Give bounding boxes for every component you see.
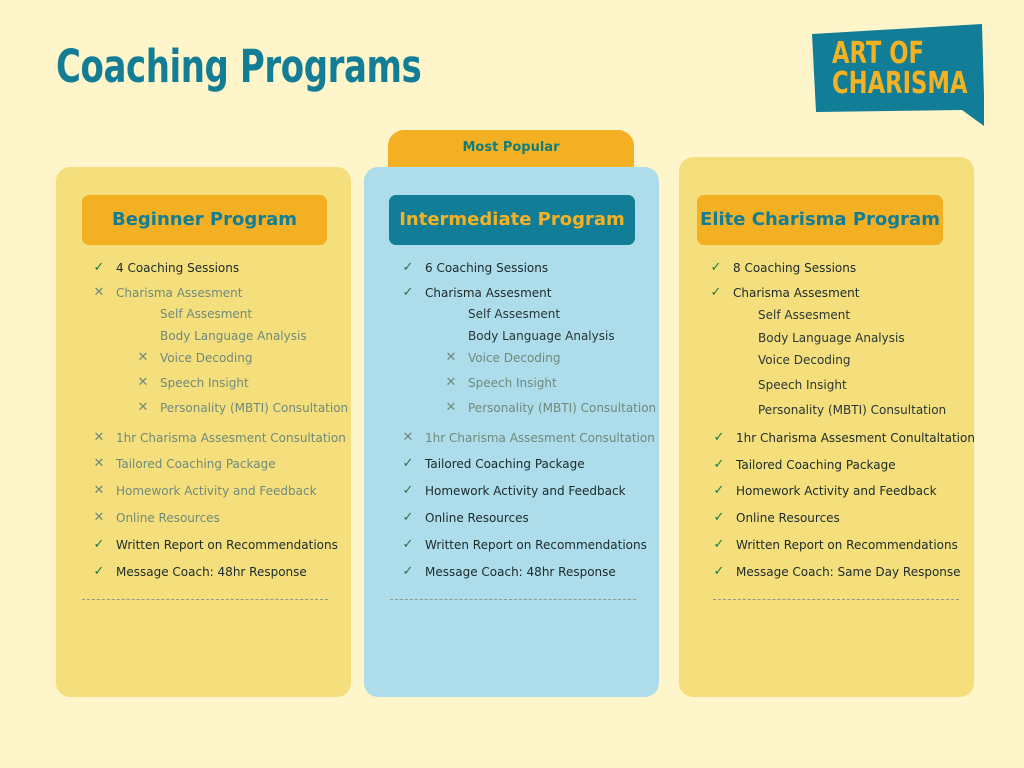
feature-label: Tailored Coaching Package — [116, 457, 276, 471]
check-icon: ✓ — [713, 483, 725, 498]
feature-label: Online Resources — [736, 511, 840, 525]
card-divider — [82, 599, 328, 600]
feature-label: Body Language Analysis — [758, 331, 905, 345]
cross-icon: ✕ — [445, 375, 457, 390]
feature-label: Homework Activity and Feedback — [116, 484, 317, 498]
cross-icon: ✕ — [402, 430, 414, 445]
check-icon: ✓ — [710, 260, 722, 275]
cross-icon: ✕ — [137, 400, 149, 415]
page-title: Coaching Programs — [56, 40, 422, 93]
program-title: Elite Charisma Program — [697, 195, 943, 245]
feature-item — [402, 260, 549, 275]
feature-item — [93, 456, 276, 471]
feature-list — [56, 167, 351, 697]
check-icon: ✓ — [93, 537, 105, 552]
feature-item — [713, 537, 958, 552]
feature-item — [402, 537, 647, 552]
check-icon: ✓ — [713, 537, 725, 552]
feature-item — [402, 285, 552, 300]
feature-item — [758, 378, 847, 392]
feature-item — [713, 483, 937, 498]
program-card-beginner — [56, 167, 351, 697]
feature-item — [137, 350, 253, 365]
check-icon: ✓ — [713, 510, 725, 525]
feature-item — [468, 307, 560, 321]
feature-item — [160, 329, 307, 343]
cross-icon: ✕ — [93, 456, 105, 471]
feature-label: 1hr Charisma Assesment Conultaltation — [736, 431, 975, 445]
feature-item — [93, 564, 307, 579]
feature-label: Personality (MBTI) Consultation — [758, 403, 947, 417]
feature-item — [758, 308, 850, 322]
feature-label: 8 Coaching Sessions — [733, 261, 857, 275]
feature-label: Charisma Assesment — [116, 286, 243, 300]
program-title: Intermediate Program — [389, 195, 635, 245]
feature-item — [137, 375, 249, 390]
feature-item — [713, 564, 961, 579]
feature-label: Self Assesment — [758, 308, 851, 322]
feature-label: Homework Activity and Feedback — [425, 484, 626, 498]
feature-item — [93, 285, 243, 300]
cross-icon: ✕ — [445, 350, 457, 365]
feature-item — [758, 353, 850, 367]
feature-item — [710, 285, 860, 300]
cross-icon: ✕ — [137, 350, 149, 365]
logo-text — [832, 36, 968, 101]
check-icon: ✓ — [402, 285, 414, 300]
feature-label: Message Coach: 48hr Response — [116, 565, 307, 579]
feature-label: Message Coach: 48hr Response — [425, 565, 616, 579]
feature-label: Speech Insight — [758, 378, 847, 392]
feature-item — [402, 510, 529, 525]
check-icon: ✓ — [710, 285, 722, 300]
feature-label: Speech Insight — [468, 376, 557, 390]
feature-label: Online Resources — [425, 511, 529, 525]
feature-item — [93, 510, 220, 525]
card-divider — [713, 599, 959, 600]
cross-icon: ✕ — [93, 285, 105, 300]
feature-item — [713, 457, 896, 472]
check-icon: ✓ — [402, 564, 414, 579]
feature-item — [93, 537, 338, 552]
logo-line-1: ART OF — [832, 36, 924, 71]
check-icon: ✓ — [93, 260, 105, 275]
check-icon: ✓ — [402, 260, 414, 275]
feature-label: Charisma Assesment — [733, 286, 860, 300]
feature-item — [93, 260, 240, 275]
feature-item — [758, 403, 946, 417]
feature-item — [710, 260, 857, 275]
feature-item — [445, 400, 657, 415]
feature-item — [402, 564, 616, 579]
feature-item — [402, 430, 655, 445]
feature-label: Self Assesment — [468, 307, 561, 321]
feature-label: Self Assesment — [160, 307, 253, 321]
check-icon: ✓ — [402, 483, 414, 498]
feature-label: 1hr Charisma Assesment Consultation — [425, 431, 655, 445]
check-icon: ✓ — [402, 537, 414, 552]
feature-label: Tailored Coaching Package — [425, 457, 585, 471]
feature-item — [758, 331, 905, 345]
feature-label: Written Report on Recommendations — [736, 538, 958, 552]
feature-label: Body Language Analysis — [160, 329, 307, 343]
feature-item — [160, 307, 252, 321]
art-of-charisma-logo — [812, 24, 992, 128]
program-card-elite — [679, 157, 974, 697]
feature-label: Voice Decoding — [468, 351, 561, 365]
feature-label: Written Report on Recommendations — [116, 538, 338, 552]
feature-item — [713, 430, 975, 445]
feature-label: Speech Insight — [160, 376, 249, 390]
feature-label: Personality (MBTI) Consultation — [160, 401, 349, 415]
feature-label: Written Report on Recommendations — [425, 538, 647, 552]
check-icon: ✓ — [713, 564, 725, 579]
feature-label: Online Resources — [116, 511, 220, 525]
card-divider — [390, 599, 636, 600]
feature-label: Message Coach: Same Day Response — [736, 565, 961, 579]
feature-item — [445, 375, 557, 390]
cross-icon: ✕ — [93, 430, 105, 445]
most-popular-tab: Most Popular — [388, 130, 634, 176]
check-icon: ✓ — [713, 457, 725, 472]
program-card-intermediate — [364, 167, 659, 697]
feature-item — [137, 400, 349, 415]
feature-item — [402, 456, 585, 471]
feature-label: Voice Decoding — [758, 353, 851, 367]
feature-label: 6 Coaching Sessions — [425, 261, 549, 275]
feature-label: Tailored Coaching Package — [736, 458, 896, 472]
check-icon: ✓ — [93, 564, 105, 579]
feature-item — [468, 329, 615, 343]
feature-label: Homework Activity and Feedback — [736, 484, 937, 498]
feature-item — [93, 483, 317, 498]
feature-list — [364, 167, 659, 697]
program-title: Beginner Program — [82, 195, 327, 245]
check-icon: ✓ — [402, 456, 414, 471]
feature-label: Voice Decoding — [160, 351, 253, 365]
feature-label: 4 Coaching Sessions — [116, 261, 240, 275]
feature-label: Personality (MBTI) Consultation — [468, 401, 657, 415]
feature-label: Charisma Assesment — [425, 286, 552, 300]
feature-item — [402, 483, 626, 498]
feature-label: 1hr Charisma Assesment Consultation — [116, 431, 346, 445]
cross-icon: ✕ — [445, 400, 457, 415]
check-icon: ✓ — [402, 510, 414, 525]
feature-item — [445, 350, 561, 365]
cross-icon: ✕ — [137, 375, 149, 390]
feature-item — [713, 510, 840, 525]
feature-item — [93, 430, 346, 445]
check-icon: ✓ — [713, 430, 725, 445]
cross-icon: ✕ — [93, 510, 105, 525]
feature-list — [679, 157, 974, 697]
logo-line-2: CHARISMA — [832, 66, 968, 101]
feature-label: Body Language Analysis — [468, 329, 615, 343]
cross-icon: ✕ — [93, 483, 105, 498]
